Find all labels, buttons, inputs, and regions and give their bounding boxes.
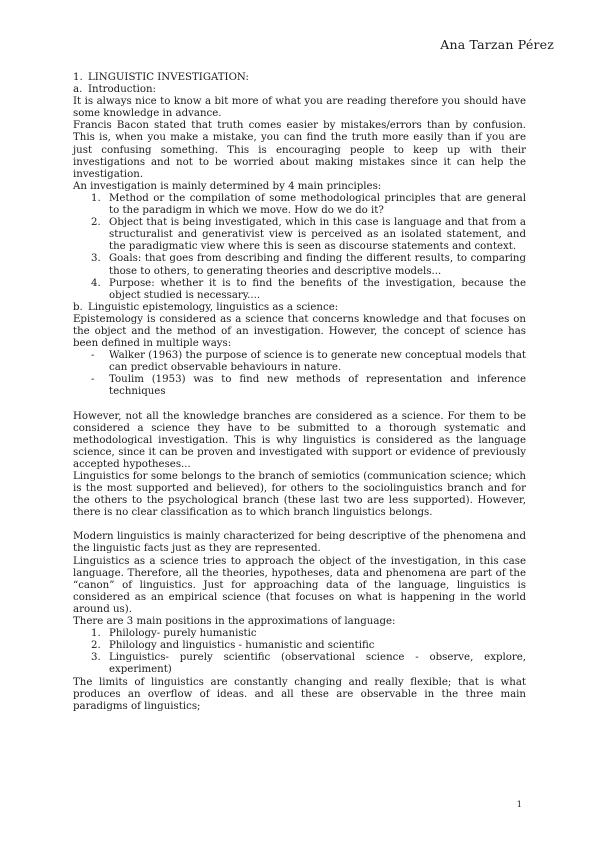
paragraph: Linguistics as a science tries to approach the object of the investigation, in this case language. Therefore, all the theories, hypotheses, data and phenomena are part of the “canon” of linguistics. Just for approaching data of the language, linguistics is considered as an empirical science (that focuses on what is happening in the world around us).	[73, 555, 526, 615]
subsection-title: Linguistic epistemology, linguistics as a science:	[88, 301, 339, 313]
list-number: 2.	[91, 640, 101, 652]
list-number: 1.	[91, 192, 101, 204]
list-dash: -	[91, 374, 95, 386]
positions-list	[73, 628, 526, 676]
list-text: Method or the compilation of some methodological principles that are general to the paradigm in which we move. How do we do it?	[109, 192, 526, 217]
list-text: Philology- purely humanistic	[109, 628, 257, 640]
list-number: 2.	[91, 217, 101, 229]
list-text: Linguistics- purely scientific (observational science - observe, explore, experiment)	[109, 652, 526, 676]
list-item	[73, 374, 526, 398]
list-text: Philology and linguistics - humanistic and scientific	[109, 640, 375, 652]
blank-line	[73, 399, 526, 411]
paragraph: Modern linguistics is mainly characterized for being descriptive of the phenomena and the linguistic facts just as they are represented.	[73, 531, 526, 555]
list-number: 4.	[91, 277, 101, 289]
section-heading-1	[73, 72, 526, 84]
list-item	[73, 253, 526, 277]
paragraph: Francis Bacon stated that truth comes easier by mistakes/errors than by confusion. This is, when you make a mistake, you can find the truth more easily than if you are just confusing something. This is encouraging people to keep up with their investigations and not to be worried about making mistakes since it can help the investigation.	[73, 120, 526, 180]
paragraph: The limits of linguistics are constantly changing and really flexible; that is what produces an overflow of ideas. and all these are observable in the three main paradigms of linguistics;	[73, 676, 526, 712]
paragraph: However, not all the knowledge branches are considered as a science. For them to be considered a science they have to be submitted to a thorough systematic and methodological investigation. This is why linguistics is considered as the language science, since it can be proven and investigated with support or evidence of previously accepted hypotheses...	[73, 410, 526, 470]
blank-line	[73, 519, 526, 531]
paragraph: There are 3 main positions in the approximations of language:	[73, 616, 396, 628]
definitions-list	[73, 350, 526, 398]
list-item	[73, 628, 526, 640]
list-item	[73, 350, 526, 374]
list-number: 1.	[91, 628, 101, 640]
subsection-letter: a.	[73, 84, 83, 96]
section-number: 1.	[73, 72, 83, 83]
paragraph: An investigation is mainly determined by 4 main principles:	[73, 180, 382, 192]
principles-list	[73, 193, 526, 302]
list-text: Toulim (1953) was to find new methods of representation and inference techniques	[109, 374, 526, 398]
list-item	[73, 193, 526, 217]
document-body	[73, 72, 526, 713]
subsection-heading-b	[73, 302, 526, 314]
list-item	[73, 640, 526, 652]
paragraph: Epistemology is considered as a science that concerns knowledge and that focuses on the object and the method of an investigation. However, the concept of science has been defined in multiple ways:	[73, 313, 526, 350]
list-text: Object that is being investigated, which in this case is language and that from a structuralist and generativist view is perceived as an isolated statement, and the paradigmatic view where this is seen as discourse statements and context.	[109, 217, 526, 253]
list-item	[73, 217, 526, 253]
list-number: 3.	[91, 253, 101, 265]
list-text: Goals: that goes from describing and finding the different results, to comparing those to others, to generating theories and descriptive models...	[109, 253, 526, 277]
subsection-title: Introduction:	[88, 84, 156, 96]
section-title: LINGUISTIC INVESTIGATION:	[88, 72, 249, 83]
subsection-letter: b.	[73, 301, 83, 313]
author-header: Ana Tarzan Pérez	[440, 37, 554, 52]
list-number: 3.	[91, 652, 101, 664]
list-text: Walker (1963) the purpose of science is to generate new conceptual models that can predict observable behaviours in nature.	[109, 350, 526, 374]
list-dash: -	[91, 350, 95, 362]
list-item	[73, 278, 526, 302]
paragraph: It is always nice to know a bit more of what you are reading therefore you should have some knowledge in advance.	[73, 96, 526, 120]
subsection-heading-a	[73, 84, 526, 96]
paragraph: Linguistics for some belongs to the branch of semiotics (communication science; which is the most supported and believed), for others to the sociolinguistics branch and for the others to the psychological branch (these last two are less supported). However, there is no clear classification as to which branch linguistics belongs.	[73, 471, 526, 519]
list-item	[73, 652, 526, 676]
page-number: 1	[516, 800, 522, 810]
list-text: Purpose: whether it is to find the benefits of the investigation, because the object studied is necessary....	[109, 277, 526, 301]
